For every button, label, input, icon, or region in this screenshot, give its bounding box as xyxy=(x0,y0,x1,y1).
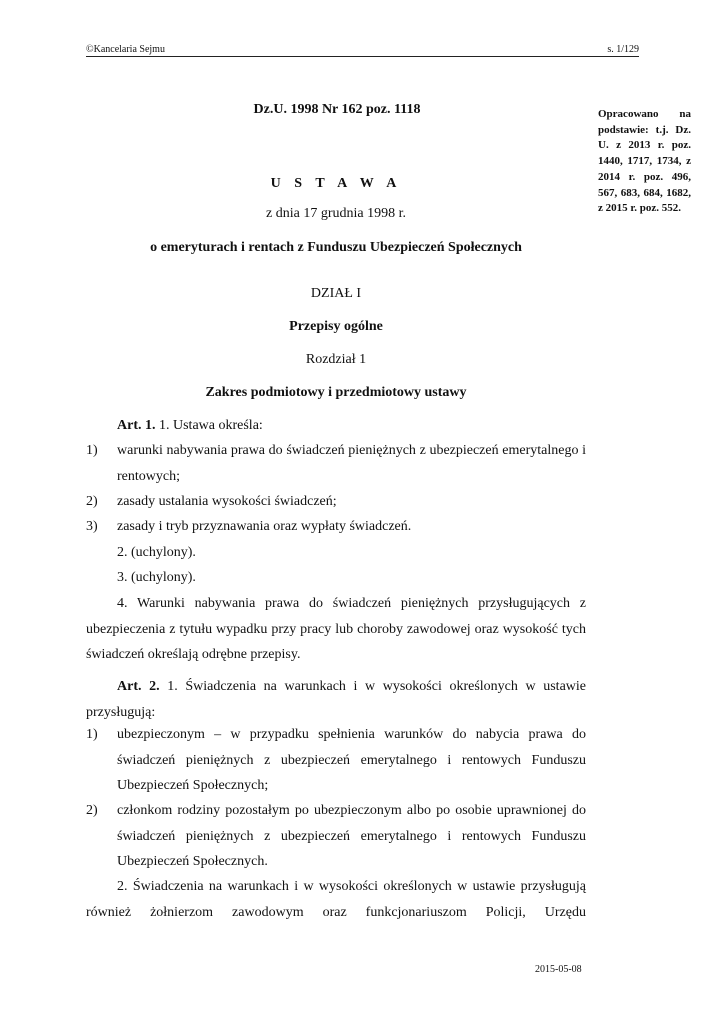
act-date: z dnia 17 grudnia 1998 r. xyxy=(266,206,406,221)
art1-intro xyxy=(86,413,586,439)
list-item-text: warunki nabywania prawa do świadczeń pieniężnych z ubezpieczeń emerytalnego i rentowych; xyxy=(117,443,586,484)
act-title: o emeryturach i rentach z Funduszu Ubezpieczeń Społecznych xyxy=(150,240,522,255)
art2-para-2: 2. Świadczenia na warunkach i w wysokości określonych w ustawie przysługują również żołnierzom zawodowym oraz funkcjonariuszom Policji, Urzędu xyxy=(86,879,586,920)
art2-intro xyxy=(86,674,586,725)
art2-label: Art. 2. xyxy=(117,679,160,694)
list-item-text: zasady ustalania wysokości świadczeń; xyxy=(117,494,337,509)
header-page-number: s. 1/129 xyxy=(607,44,639,55)
art1-para-4: 4. Warunki nabywania prawa do świadczeń pieniężnych przysługujących z ubezpieczenia z tytułu wypadku przy pracy lub choroby zawodowej oraz wysokość tych świadczeń określają odrębne przepisy. xyxy=(86,596,586,662)
list-item xyxy=(86,722,586,799)
consolidation-note: Opracowano na podstawie: t.j. Dz. U. z 2013 r. poz. 1440, 1717, 1734, z 2014 r. poz. 496, 567, 683, 684, 1682, z 2015 r. poz. 552. xyxy=(598,108,691,215)
list-item xyxy=(86,798,586,875)
art2-intro-text: 1. Świadczenia na warunkach i w wysokości określonych w ustawie przysługują: xyxy=(86,679,586,720)
list-item-text: członkom rodziny pozostałym po ubezpieczonym albo po osobie uprawnionej do świadczeń pieniężnych z ubezpieczeń emerytalnego i rentowych Funduszu Ubezpieczeń Społecznych. xyxy=(117,803,586,869)
list-item-number: 1) xyxy=(86,443,98,458)
chapter-title: Zakres podmiotowy i przedmiotowy ustawy xyxy=(205,385,467,400)
page-header xyxy=(86,44,639,57)
art1-para-2: 2. (uchylony). xyxy=(117,545,196,560)
division-label: DZIAŁ I xyxy=(310,286,362,301)
art1-intro-text: 1. Ustawa określa: xyxy=(155,418,263,433)
list-item xyxy=(86,489,586,515)
art1-label: Art. 1. xyxy=(117,418,156,433)
list-item-text: ubezpieczonym – w przypadku spełnienia warunków do nabycia prawa do świadczeń pieniężnych z ubezpieczeń emerytalnego i rentowych Funduszu Ubezpieczeń Społecznych; xyxy=(117,727,586,793)
journal-reference: Dz.U. 1998 Nr 162 poz. 1118 xyxy=(253,102,421,117)
list-item-number: 2) xyxy=(86,494,98,509)
chapter-label: Rozdział 1 xyxy=(305,352,367,367)
art1-para-3: 3. (uchylony). xyxy=(117,570,196,585)
header-source: ©Kancelaria Sejmu xyxy=(86,44,165,55)
list-item-number: 2) xyxy=(86,803,98,818)
act-type: U S T A W A xyxy=(270,176,402,191)
division-title: Przepisy ogólne xyxy=(289,319,383,334)
list-item-text: zasady i tryb przyznawania oraz wypłaty świadczeń. xyxy=(117,519,412,534)
list-item-number: 3) xyxy=(86,519,98,534)
list-item-number: 1) xyxy=(86,727,98,742)
list-item xyxy=(86,438,586,489)
footer-date: 2015-05-08 xyxy=(535,964,582,975)
list-item xyxy=(86,514,586,540)
